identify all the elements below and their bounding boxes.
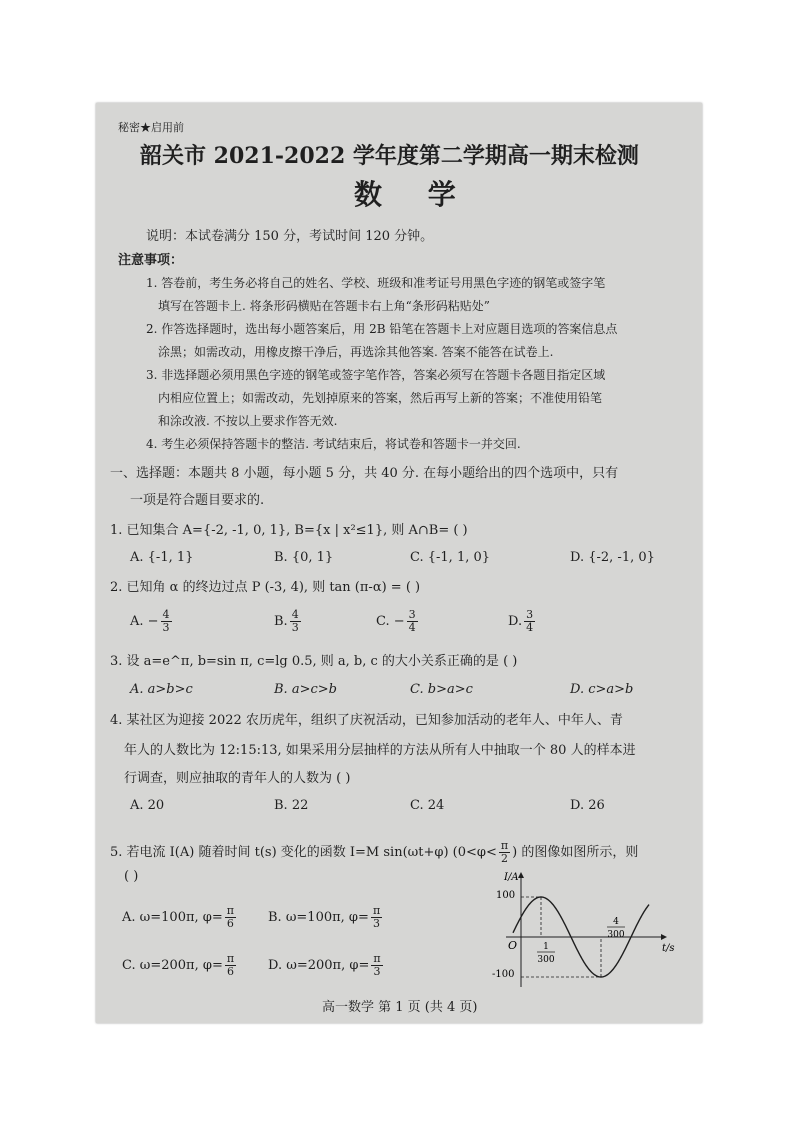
denominator: 6	[226, 917, 234, 930]
q1-option-c: C. {-1, 1, 0}	[410, 550, 491, 565]
q2-option-c-label: C. −	[376, 614, 405, 629]
q1-stem: 1. 已知集合 A={-2, -1, 0, 1}, B={x | x²≤1}, 则 A∩B= ( )	[110, 523, 468, 538]
q2-option-b-label: B.	[274, 614, 288, 629]
q2-option-a-label: A. −	[130, 614, 159, 629]
q3-stem: 3. 设 a=e^π, b=sin π, c=lg 0.5, 则 a, b, c 的大小关系正确的是 ( )	[110, 654, 518, 669]
exam-page	[96, 103, 702, 1023]
q2-option-b	[274, 609, 303, 634]
notice-line: 涂黑；如需改动，用橡皮擦干净后，再选涂其他答案. 答案不能答在试卷上.	[158, 345, 554, 359]
fraction	[225, 953, 236, 978]
denominator: 2	[501, 852, 509, 865]
q5-option-c	[122, 953, 238, 978]
q2-option-a	[130, 609, 174, 634]
secret-label: 秘密★启用前	[118, 121, 184, 134]
q2-stem: 2. 已知角 α 的终边过点 P (-3, 4), 则 tan (π-α) = ( )	[110, 580, 421, 595]
y-axis-label: I/A	[504, 872, 519, 883]
q3-option-b: B. a>c>b	[274, 682, 337, 697]
q2-option-d	[508, 609, 537, 634]
sine-graph	[486, 867, 691, 992]
numerator: π	[226, 952, 235, 965]
q5-option-c-label: C. ω=200π, φ=	[122, 958, 223, 973]
denominator: 6	[226, 965, 234, 978]
numerator: 4	[162, 608, 170, 621]
notice-line: 2. 作答选择题时，选出每小题答案后，用 2B 铅笔在答题卡上对应题目选项的答案信息点	[146, 322, 618, 336]
q5-stem	[110, 840, 638, 865]
q3-option-d: D. c>a>b	[570, 682, 634, 697]
q4-option-a: A. 20	[130, 798, 165, 813]
q4-option-d: D. 26	[570, 798, 605, 813]
q5-option-d	[268, 953, 385, 978]
q5-option-a	[122, 905, 238, 930]
notice-heading: 注意事项：	[118, 253, 184, 268]
q5-option-b-label: B. ω=100π, φ=	[268, 910, 369, 925]
denominator: 4	[408, 621, 416, 634]
denominator: 3	[291, 621, 299, 634]
x-axis-label: t/s	[662, 943, 675, 954]
exam-note: 说明：本试卷满分 150 分，考试时间 120 分钟。	[146, 229, 434, 244]
numerator: 3	[408, 608, 416, 621]
subject-title: 数 学	[354, 178, 474, 211]
numerator: π	[372, 904, 381, 917]
section-heading: 一、选择题：本题共 8 小题，每小题 5 分，共 40 分. 在每小题给出的四个选项中，只有	[110, 466, 619, 481]
numerator: π	[226, 904, 234, 917]
notice-line: 3. 非选择题必须用黑色字迹的钢笔或签字笔作答，答案必须写在答题卡各题目指定区域	[146, 368, 606, 382]
x2-denominator: 300	[607, 930, 625, 940]
fraction	[161, 609, 172, 634]
q4-line: 4. 某社区为迎接 2022 农历虎年，组织了庆祝活动，已知参加活动的老年人、中年人、青	[110, 713, 623, 728]
origin-label: O	[508, 939, 518, 952]
notice-line: 和涂改液. 不按以上要求作答无效.	[158, 414, 338, 428]
notice-line: 1. 答卷前，考生务必将自己的姓名、学校、班级和准考证号用黑色字迹的钢笔或签字笔	[146, 276, 606, 290]
fraction	[371, 905, 382, 930]
numerator: π	[500, 839, 509, 852]
q4-line: 行调查，则应抽取的青年人的人数为 ( )	[124, 771, 351, 786]
x1-numerator: 1	[543, 942, 549, 952]
q3-option-c: C. b>a>c	[410, 682, 473, 697]
numerator: 3	[526, 608, 534, 621]
section-heading-cont: 一项是符合题目要求的.	[130, 493, 265, 508]
q5-option-a-label: A. ω=100π, φ=	[122, 910, 223, 925]
exam-title: 韶关市 2021-2022 学年度第二学期高一期末检测	[140, 143, 639, 169]
q5-stem-part: ) 的图像如图所示，则	[512, 845, 639, 860]
q2-option-c	[376, 609, 420, 634]
q5-paren: ( )	[124, 869, 139, 884]
q1-option-a: A. {-1, 1}	[130, 550, 194, 565]
notice-line: 4. 考生必须保持答题卡的整洁. 考试结束后，将试卷和答题卡一并交回.	[146, 437, 521, 451]
denominator: 4	[526, 621, 534, 634]
x2-numerator: 4	[613, 917, 619, 927]
q5-option-d-label: D. ω=200π, φ=	[268, 958, 370, 973]
y-max-label: 100	[496, 890, 516, 901]
y-min-label: -100	[492, 969, 515, 980]
notice-line: 内相应位置上；如需改动，先划掉原来的答案，然后再写上新的答案；不准使用铅笔	[158, 391, 603, 405]
denominator: 3	[162, 621, 170, 634]
q4-line: 年人的人数比为 12:15:13, 如果采用分层抽样的方法从所有人中抽取一个 80 人的样本进	[124, 743, 636, 758]
fraction	[290, 609, 301, 634]
fraction	[371, 953, 382, 978]
q1-option-d: D. {-2, -1, 0}	[570, 550, 655, 565]
q5-option-b	[268, 905, 384, 930]
q4-option-c: C. 24	[410, 798, 445, 813]
numerator: 4	[291, 608, 299, 621]
fraction	[225, 905, 236, 930]
notice-line: 填写在答题卡上. 将条形码横贴在答题卡右上角“条形码粘贴处”	[158, 299, 490, 313]
q3-option-a: A. a>b>c	[130, 682, 193, 697]
denominator: 3	[373, 917, 381, 930]
q5-stem-part: 5. 若电流 I(A) 随着时间 t(s) 变化的函数 I=M sin(ωt+φ) (0<φ<	[110, 845, 497, 860]
fraction	[524, 609, 535, 634]
page-footer: 高一数学 第 1 页 (共 4 页)	[322, 1000, 478, 1015]
denominator: 3	[373, 965, 381, 978]
q4-option-b: B. 22	[274, 798, 309, 813]
fraction	[407, 609, 418, 634]
fraction	[499, 840, 510, 865]
q1-option-b: B. {0, 1}	[274, 550, 334, 565]
numerator: π	[373, 952, 381, 965]
x1-denominator: 300	[537, 955, 555, 965]
q2-option-d-label: D.	[508, 614, 523, 629]
